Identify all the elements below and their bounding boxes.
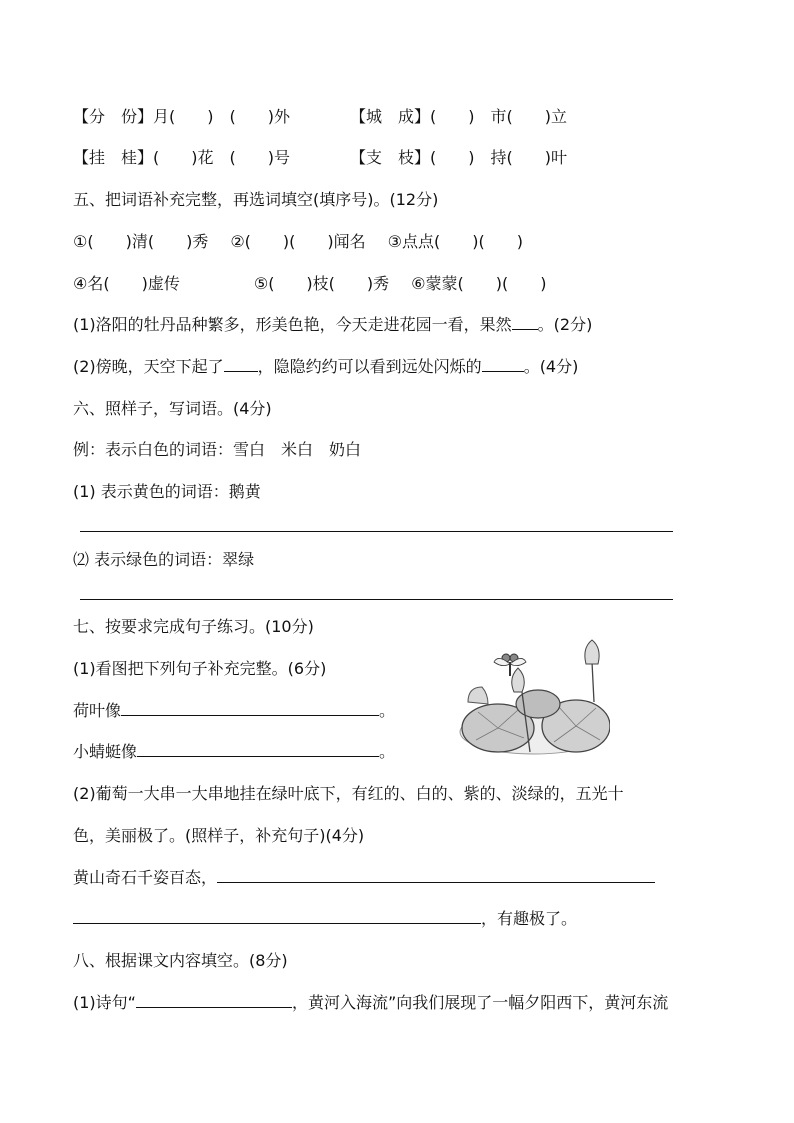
blank[interactable] <box>512 314 538 330</box>
word-pair-row-1 <box>73 106 567 128</box>
section-5-title: 五、把词语补充完整，再选词填空(填序号)。(12分) <box>73 190 439 209</box>
huangshan-sentence: 黄山奇石千姿百态， <box>73 867 655 889</box>
blank[interactable] <box>224 356 258 372</box>
yellow-question: (1) 表示黄色的词语：鹅黄 <box>73 482 261 501</box>
word-4: ④名( )虚传 <box>73 274 180 293</box>
pair-gua: 【挂 桂】( )花 ( )号 <box>73 148 290 167</box>
blank[interactable] <box>121 700 379 716</box>
word-row-2 <box>73 273 547 295</box>
green-question: ⑵ 表示绿色的词语：翠绿 <box>73 550 255 569</box>
poem-question-1: (1)诗句“ ，黄河入海流”向我们展现了一幅夕阳西下，黄河东流 <box>73 993 669 1012</box>
blank[interactable] <box>217 867 655 883</box>
dragonfly-sentence: 小蜻蜓像 。 <box>73 742 396 761</box>
grape-sentence-1: (2)葡萄一大串一大串地挂在绿叶底下，有红的、白的、紫的、淡绿的，五光十 <box>73 784 624 803</box>
word-pair-row-2 <box>73 147 567 169</box>
answer-line-yellow[interactable] <box>80 531 673 532</box>
answer-line-green[interactable] <box>80 599 673 600</box>
blank[interactable] <box>482 356 524 372</box>
pair-cheng: 【城 成】( ) 市( )立 <box>349 107 567 126</box>
picture-question: (1)看图把下列句子补充完整。(6分) <box>73 659 327 678</box>
word-2: ②( )( )闻名 <box>230 232 366 251</box>
word-6: ⑥蒙蒙( )( ) <box>411 274 547 293</box>
word-5: ⑤( )枝( )秀 <box>253 274 390 293</box>
word-1: ①( )清( )秀 <box>73 232 209 251</box>
blank[interactable] <box>137 741 379 757</box>
blank[interactable] <box>73 908 481 924</box>
word-3: ③点点( )( ) <box>387 232 523 251</box>
pair-fen: 【分 份】月( ) ( )外 <box>73 107 290 126</box>
lotus-leaf-sentence: 荷叶像 。 <box>73 701 396 720</box>
fill-question-2: (2)傍晚，天空下起了 ，隐隐约约可以看到远处闪烁的 。(4分) <box>73 357 579 376</box>
huangshan-sentence-end: ，有趣极了。 <box>73 908 577 930</box>
fill-question-1: (1)洛阳的牡丹品种繁多，形美色艳，今天走进花园一看，果然 。(2分) <box>73 315 593 334</box>
grape-sentence-2: 色，美丽极了。(照样子，补充句子)(4分) <box>73 826 365 845</box>
blank[interactable] <box>136 992 292 1008</box>
pair-zhi: 【支 枝】( ) 持( )叶 <box>349 148 567 167</box>
word-row-1 <box>73 231 523 253</box>
example-line: 例：表示白色的词语：雪白 米白 奶白 <box>73 440 362 459</box>
section-6-title: 六、照样子，写词语。(4分) <box>73 399 272 418</box>
section-7-title: 七、按要求完成句子练习。(10分) <box>73 617 314 636</box>
section-8-title: 八、根据课文内容填空。(8分) <box>73 951 288 970</box>
lotus-dragonfly-illustration <box>458 632 610 760</box>
